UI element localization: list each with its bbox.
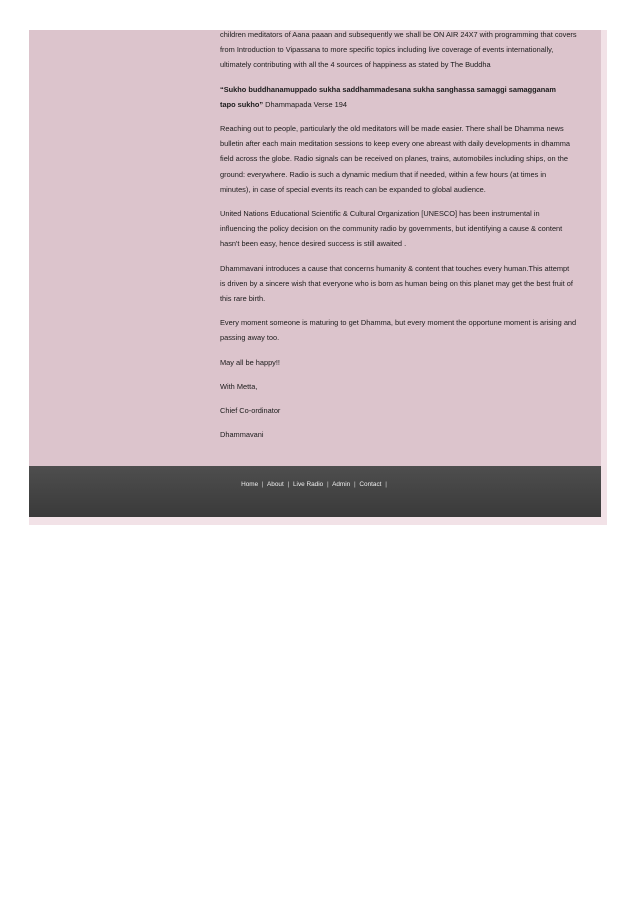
quote-text: “Sukho buddhanamuppado sukha saddhammadesana sukha sanghassa samaggi samagganam tapo sukho” xyxy=(220,84,556,109)
footer-link-home[interactable]: Home xyxy=(241,481,259,488)
footer-nav xyxy=(29,481,601,488)
footer-separator: | xyxy=(326,481,329,488)
article-paragraph-intro: children meditators of Aana paaan and subsequently we shall be ON AIR 24X7 with programming that covers from Introduction to Vipassana to more specific topics including live coverage of events internationally, ultimately contributing with all the 4 sources of happiness as stated by The Buddha xyxy=(220,30,577,70)
signature-org: Dhammavani xyxy=(220,430,264,440)
footer-link-admin[interactable]: Admin xyxy=(332,481,351,488)
footer-link-about[interactable]: About xyxy=(267,481,284,488)
closing-salutation: With Metta, xyxy=(220,381,258,391)
footer-link-contact[interactable]: Contact xyxy=(359,481,382,488)
footer-separator: | xyxy=(261,481,264,488)
footer-separator: | xyxy=(353,481,356,488)
article-paragraph-outreach: Reaching out to people, particularly the old meditators will be made easier. There shall be Dhamma news bulletin after each main meditation sessions to keep every one abreast with daily developments in dhamma field across the globe. Radio signals can be received on planes, trains, automobiles including ships, on the ground: everywhere. Radio is such a dynamic medium that if needed, within a few hours (at times in minutes), in case of special events its reach can be expanded to global audience. xyxy=(220,124,571,194)
buddha-quote xyxy=(220,82,604,112)
signature-title: Chief Co-ordinator xyxy=(220,406,281,416)
article-paragraph-unesco: United Nations Educational Scientific & Cultural Organization [UNESCO] has been instrumental in influencing the policy decision on the community radio by governments, but identifying a cause & content hasn't been easy, hence desired success is still awaited . xyxy=(220,209,563,249)
footer-separator: | xyxy=(287,481,290,488)
article-paragraph-moment: Every moment someone is maturing to get Dhamma, but every moment the opportune moment is arising and passing away too. xyxy=(220,318,577,343)
quote-source: Dhammapada Verse 194 xyxy=(263,99,347,109)
article-body xyxy=(220,30,604,451)
article-paragraph-cause: Dhammavani introduces a cause that concerns humanity & content that touches every human.This attempt is driven by a sincere wish that everyone who is born as human being on this planet may get the best fruit of this rare birth. xyxy=(220,263,573,304)
footer-link-live-radio[interactable]: Live Radio xyxy=(292,481,324,488)
closing-wish: May all be happy!! xyxy=(220,357,280,367)
footer xyxy=(29,466,601,517)
footer-separator: | xyxy=(385,481,387,488)
